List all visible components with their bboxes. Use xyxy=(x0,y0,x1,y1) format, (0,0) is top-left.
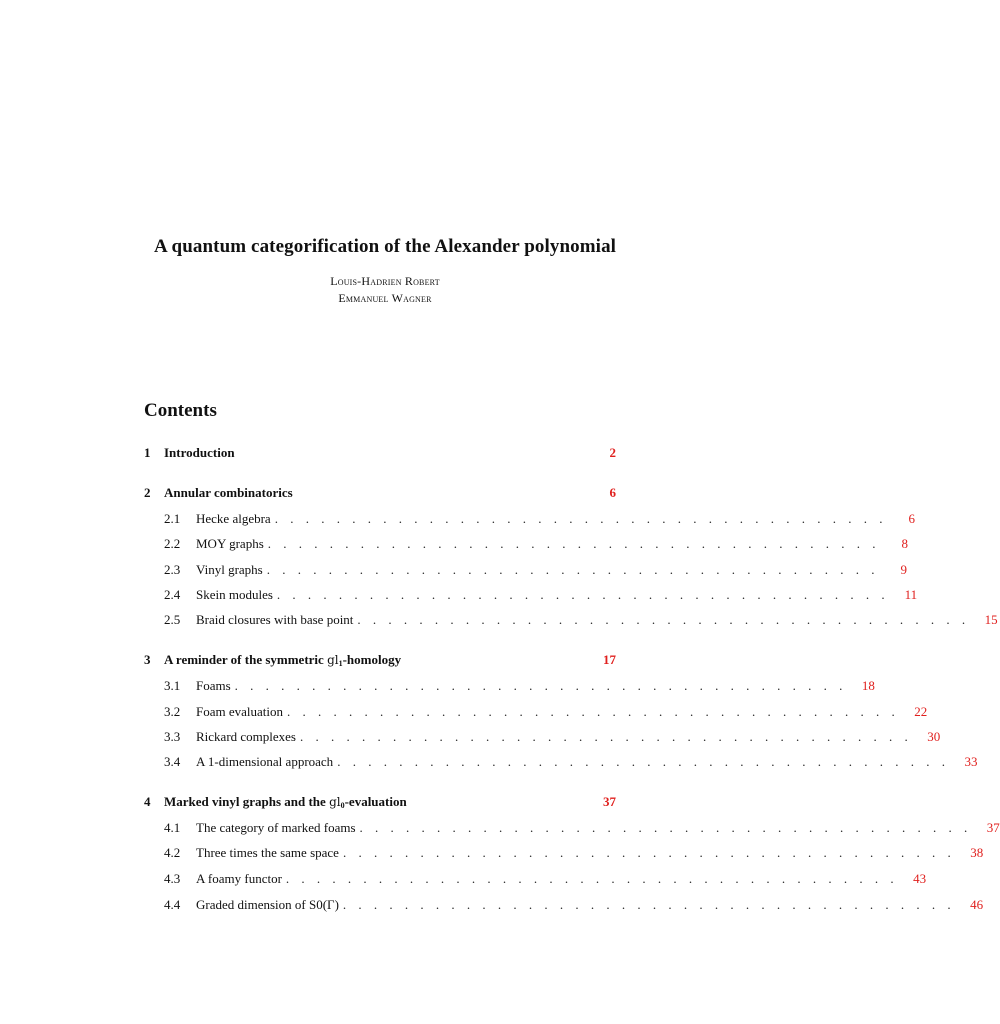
subsection-page[interactable]: 37 xyxy=(986,820,1000,835)
subsection-page[interactable]: 6 xyxy=(908,511,915,526)
leader-dots: . . . . . . . . . . . . . . . . . . . . . . . . . . . . . . . . . . . . . . . . xyxy=(357,612,970,627)
toc-subsection-4-1[interactable] xyxy=(144,819,1000,837)
leader-dots: . . . . . . . . . . . . . . . . . . . . . . . . . . . . . . . . . . . . . . . . xyxy=(337,754,950,769)
subsection-title: Braid closures with base point xyxy=(196,612,354,627)
section-title: Marked vinyl graphs and the $gl_0$-evaluation xyxy=(164,794,407,810)
subsection-title: Skein modules xyxy=(196,587,273,602)
subsection-title: A 1-dimensional approach xyxy=(196,754,334,769)
toc-subsection-2-5[interactable] xyxy=(144,611,998,629)
toc-subsection-2-1[interactable] xyxy=(144,510,915,528)
subsection-number: 3.4 xyxy=(164,754,181,769)
paper-title: A quantum categorification of the Alexander polynomial xyxy=(153,236,617,257)
subsection-title: A foamy functor xyxy=(196,871,282,886)
subsection-number: 4.1 xyxy=(164,820,181,835)
subsection-title: MOY graphs xyxy=(196,536,264,551)
subsection-page[interactable]: 11 xyxy=(904,587,918,602)
section-page[interactable]: 6 xyxy=(609,485,616,500)
subsection-page[interactable]: 38 xyxy=(970,845,984,860)
leader-dots: . . . . . . . . . . . . . . . . . . . . . . . . . . . . . . . . . . . . . . . . xyxy=(342,897,956,912)
toc-section-3[interactable] xyxy=(144,651,616,669)
subsection-number: 3.1 xyxy=(164,678,181,693)
subsection-title: Three times the same space xyxy=(196,845,339,860)
subsection-number: 2.4 xyxy=(164,587,181,602)
leader-dots: . . . . . . . . . . . . . . . . . . . . . . . . . . . . . . . . . . . . . . . . xyxy=(342,845,956,860)
section-page[interactable]: 2 xyxy=(609,445,616,460)
leader-dots: . . . . . . . . . . . . . . . . . . . . . . . . . . . . . . . . . . . . . . . . xyxy=(300,729,913,744)
section-number: 3 xyxy=(144,652,151,667)
subsection-number: 2.2 xyxy=(164,536,181,551)
toc-subsection-4-3[interactable] xyxy=(144,870,927,888)
toc-subsection-2-4[interactable] xyxy=(144,586,918,604)
subsection-page[interactable]: 46 xyxy=(970,897,984,912)
subsection-page[interactable]: 43 xyxy=(913,871,927,886)
toc-subsection-2-2[interactable] xyxy=(144,535,909,553)
subsection-page[interactable]: 9 xyxy=(900,562,907,577)
subsection-number: 4.2 xyxy=(164,845,181,860)
toc-subsection-4-2[interactable] xyxy=(144,844,984,862)
subsection-number: 2.5 xyxy=(164,612,181,627)
subsection-number: 2.3 xyxy=(164,562,181,577)
subsection-number: 2.1 xyxy=(164,511,181,526)
section-title: A reminder of the symmetric $gl_1$-homology xyxy=(164,652,402,668)
subsection-title: Vinyl graphs xyxy=(196,562,263,577)
subsection-title: Foams xyxy=(196,678,231,693)
toc-section-1[interactable] xyxy=(144,444,616,462)
section-title: Annular combinatorics xyxy=(164,485,293,500)
subsection-title: Graded dimension of S0(Γ) xyxy=(196,897,339,912)
gl-symbol: gl xyxy=(327,653,339,667)
section-title: Introduction xyxy=(164,445,235,460)
leader-dots: . . . . . . . . . . . . . . . . . . . . . . . . . . . . . . . . . . . . . . . . xyxy=(285,871,899,886)
subsection-page[interactable]: 33 xyxy=(964,754,978,769)
subsection-page[interactable]: 15 xyxy=(984,612,998,627)
subsection-title: Foam evaluation xyxy=(196,704,284,719)
section-page[interactable]: 17 xyxy=(603,652,616,667)
subsection-number: 4.3 xyxy=(164,871,181,886)
leader-dots: . . . . . . . . . . . . . . . . . . . . . . . . . . . . . . . . . . . . . . . . xyxy=(266,562,879,577)
leader-dots: . . . . . . . . . . . . . . . . . . . . . . . . . . . . . . . . . . . . . . . . xyxy=(267,536,881,551)
author-1: Louis-Hadrien Robert xyxy=(330,274,440,288)
subsection-number: 3.2 xyxy=(164,704,181,719)
subsection-number: 3.3 xyxy=(164,729,181,744)
subsection-page[interactable]: 8 xyxy=(901,536,909,551)
subsection-page[interactable]: 18 xyxy=(861,678,875,693)
subsection-number: 4.4 xyxy=(164,897,181,912)
leader-dots: . . . . . . . . . . . . . . . . . . . . . . . . . . . . . . . . . . . . . . . . xyxy=(276,587,890,602)
toc-section-2[interactable] xyxy=(144,484,616,502)
toc-subsection-2-3[interactable] xyxy=(144,561,907,579)
subsection-title: The category of marked foams xyxy=(196,820,356,835)
section-page[interactable]: 37 xyxy=(603,794,616,809)
leader-dots: . . . . . . . . . . . . . . . . . . . . . . . . . . . . . . . . . . . . . . . . xyxy=(359,820,972,835)
section-number: 2 xyxy=(144,485,151,500)
toc-subsection-3-4[interactable] xyxy=(144,753,978,771)
toc-subsection-4-4[interactable] xyxy=(144,896,984,914)
subsection-title: Rickard complexes xyxy=(196,729,296,744)
leader-dots: . . . . . . . . . . . . . . . . . . . . . . . . . . . . . . . . . . . . . . . . xyxy=(234,678,847,693)
leader-dots: . . . . . . . . . . . . . . . . . . . . . . . . . . . . . . . . . . . . . . . . xyxy=(274,511,887,526)
subsection-title: Hecke algebra xyxy=(196,511,271,526)
toc-subsection-3-2[interactable] xyxy=(144,703,928,721)
leader-dots: . . . . . . . . . . . . . . . . . . . . . . . . . . . . . . . . . . . . . . . . xyxy=(287,704,900,719)
contents-heading: Contents xyxy=(144,400,217,421)
toc-subsection-3-1[interactable] xyxy=(144,677,875,695)
section-number: 4 xyxy=(144,794,151,809)
toc-section-4[interactable] xyxy=(144,793,616,811)
subsection-page[interactable]: 30 xyxy=(927,729,941,744)
toc-subsection-3-3[interactable] xyxy=(144,728,941,746)
author-2: Emmanuel Wagner xyxy=(338,291,432,305)
subsection-page[interactable]: 22 xyxy=(914,704,928,719)
section-number: 1 xyxy=(144,445,151,460)
gl-symbol: gl xyxy=(329,795,341,809)
